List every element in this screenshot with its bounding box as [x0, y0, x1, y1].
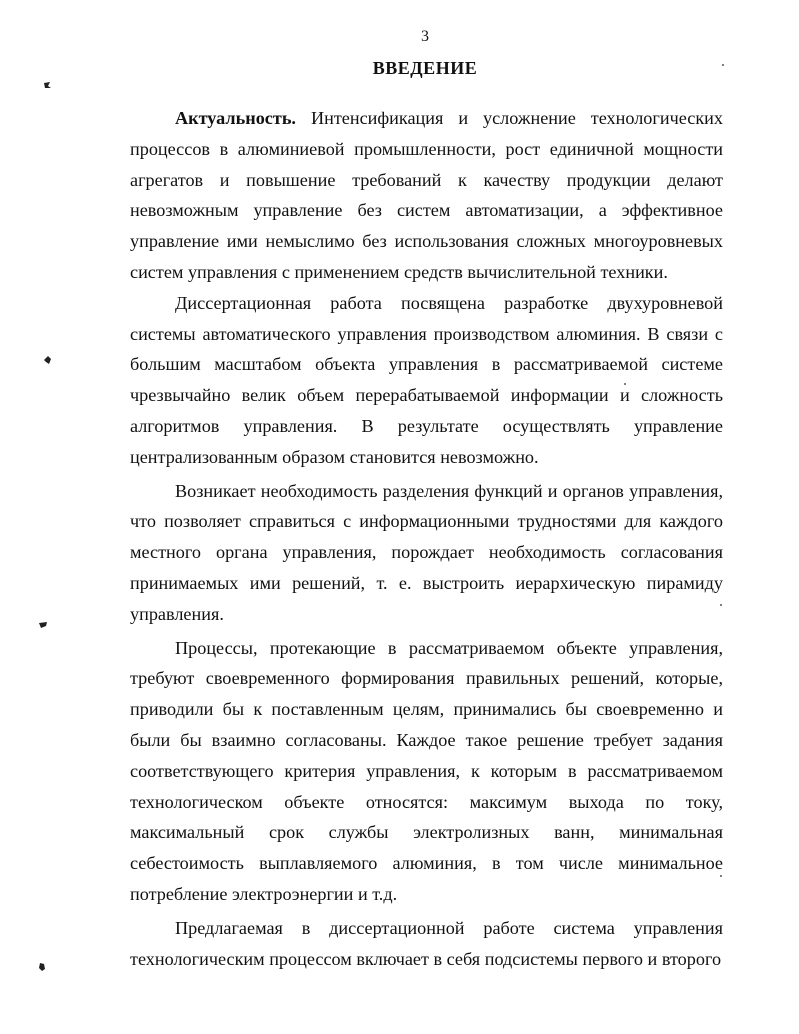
scan-speck	[624, 383, 626, 385]
scan-mark-icon	[37, 962, 47, 972]
document-body	[130, 103, 723, 974]
scan-speck	[722, 64, 724, 66]
paragraph-separation: Возникает необходимость разделения функций и органов управления, что позволяет справиться с информационными трудностями для каждого местного органа управления, порождает необходимость согласования принимаемых ими решений, т. е. выстроить иерархическую пирамиду управления.	[130, 480, 723, 624]
scan-mark-icon	[38, 620, 48, 630]
paragraph-lead: Актуальность.	[175, 108, 296, 128]
scan-mark-icon	[42, 80, 52, 90]
section-heading: ВВЕДЕНИЕ	[372, 58, 478, 78]
scan-mark-icon	[43, 355, 53, 365]
paragraph-dissertation: Диссертационная работа посвящена разработке двухуровневой системы автоматического управления производством алюминия. В связи с большим масштабом объекта управления в рассматриваемой системе чрезвычайно велик объем перерабатываемой информации и сложность алгоритмов управления. В результате осуществлять управление централизованным образом становится невозможно.	[130, 292, 723, 467]
paragraph-relevance	[130, 103, 723, 288]
scan-speck	[720, 875, 722, 877]
paragraph-proposed-system: Предлагаемая в диссертационной работе система управления технологическим процессом включает в себя подсистемы первого и второго	[130, 917, 723, 969]
scan-speck	[720, 604, 722, 606]
page-number: 3	[421, 28, 429, 45]
paragraph-text: Интенсификация и усложнение технологических процессов в алюминиевой промышленности, рост единичной мощности агрегатов и повышение требований к качеству продукции делают невозможным управление без систем автоматизации, а эффективное управление ими немыслимо без использования сложных многоуровневых систем управления с применением средств вычислительной техники.	[130, 108, 723, 282]
paragraph-processes: Процессы, протекающие в рассматриваемом объекте управления, требуют своевременного формирования правильных решений, которые, приводили бы к поставленным целям, принимались бы своевременно и были бы взаимно согласованы. Каждое такое решение требует задания соответствующего критерия управления, к которым в рассматриваемом технологическом объекте относятся: максимум выхода по току, максимальный срок службы электролизных ванн, минимальная себестоимость выплавляемого алюминия, в том числе минимальное потребление электроэнергии и т.д.	[130, 637, 723, 904]
